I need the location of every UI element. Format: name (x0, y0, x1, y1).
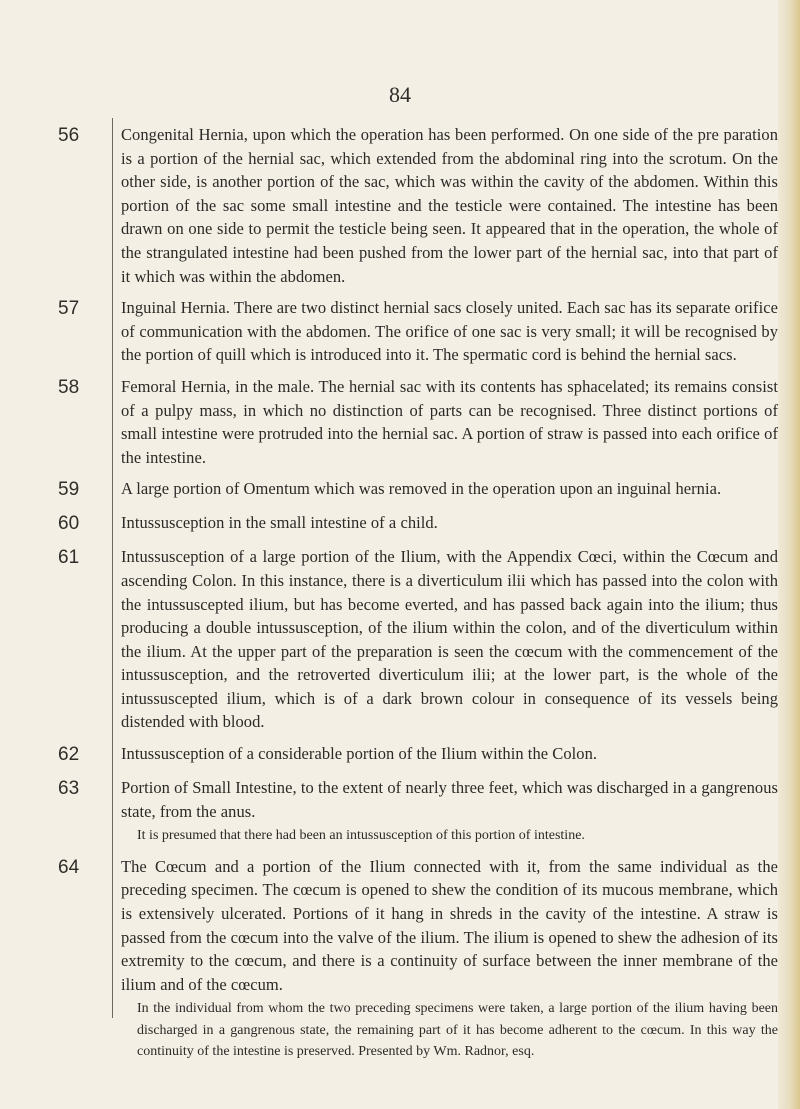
entry-59 (58, 477, 778, 503)
entry-note: In the individual from whom the two preceding specimens were taken, a large portion of the ilium having been discharged in a gangrenous state, the remaining part of it has become adherent to the cœcum. In this way the continuity of the intestine is preserved. Presented by Wm. Radnor, esq. (137, 1001, 778, 1060)
entry-number: 59 (58, 479, 80, 501)
entry-number: 58 (58, 376, 80, 398)
entry-number: 63 (58, 778, 80, 800)
entry-text: Portion of Small Intestine, to the extent of nearly three feet, which was discharged in a gangrenous state, from the anus. (121, 778, 778, 821)
entry-text: A large portion of Omentum which was removed in the operation upon an inguinal hernia. (121, 479, 722, 499)
entry-note: It is presumed that there had been an intussusception of this portion of intestine. (137, 828, 585, 844)
entry-57 (58, 296, 778, 367)
entry-text: Femoral Hernia, in the male. The hernial sac with its contents has sphacelated; its remains consist of a pulpy mass, in which no distinction of parts can be recognised. Three distinct portions of small intestine were protruded into the hernial sac. A portion of straw is passed into each orifice of the intestine. (121, 376, 778, 467)
entry-number: 62 (58, 744, 80, 766)
catalogue-entries (58, 123, 778, 1071)
entry-60 (58, 511, 778, 537)
entry-number: 57 (58, 298, 80, 320)
entry-text: The Cœcum and a portion of the Ilium connected with it, from the same individual as the preceding specimen. The cœcum is opened to shew the condition of its mucous membrane, which is extensively ulcerated. Portions of it hang in shreds in the cavity of the intestine. A straw is passed from the cœcum into the valve of the ilium. The ilium is opened to shew the adhesion of its extremity to the cœcum, and there is a continuity of surface between the inner membrane of the ilium and of the cœcum. (121, 856, 778, 994)
entry-58 (58, 375, 778, 469)
entry-text: Intussusception of a considerable portion of the Ilium within the Colon. (121, 744, 598, 764)
entry-64 (58, 855, 778, 1063)
entry-number: 64 (58, 856, 80, 878)
page-edge (778, 0, 800, 1109)
entry-63 (58, 776, 778, 847)
entry-text: Inguinal Hernia. There are two distinct hernial sacs closely united. Each sac has its separate orifice of communication with the abdomen. The orifice of one sac is very small; it will be recognised by the portion of quill which is introduced into it. The spermatic cord is behind the hernial sacs. (121, 298, 778, 365)
entry-text: Intussusception in the small intestine of a child. (121, 513, 438, 533)
entry-number: 56 (58, 125, 80, 146)
entry-62 (58, 742, 778, 768)
entry-56 (58, 123, 778, 288)
page-number: 84 (389, 82, 411, 107)
entry-text: Intussusception of a large portion of the Ilium, with the Appendix Cœci, within the Cœcum and ascending Colon. In this instance, there is a diverticulum ilii which has passed into the colon with the intussuscepted ilium, but has become everted, and has passed back again into the ilium; thus producing a double intussusception, of the ilium within the colon, and of the diverticulum within the ilium. At the upper part of the preparation is seen the cœcum with the commencement of the intussusception, and the retroverted diverticulum ilii; at the lower part, is the whole of the intussuscepted ilium, which is of a dark brown colour in consequence of its vessels being distended with blood. (121, 547, 778, 732)
entry-text: Congenital Hernia, upon which the operation has been performed. On one side of the pre paration is a portion of the hernial sac, which extended from the abdominal ring into the scrotum. On the other side, is another portion of the sac, which was within the cavity of the abdomen. Within this portion of the sac some small intestine and the testicle were contained. The intestine has been drawn on one side to permit the testicle being seen. It appeared that in the operation, the whole of the strangulated intestine had been pushed from the lower part of the hernial sac, into that part of it which was within the abdomen. (121, 125, 778, 286)
entry-number: 61 (58, 547, 80, 569)
entry-number: 60 (58, 513, 80, 535)
entry-61 (58, 545, 778, 734)
